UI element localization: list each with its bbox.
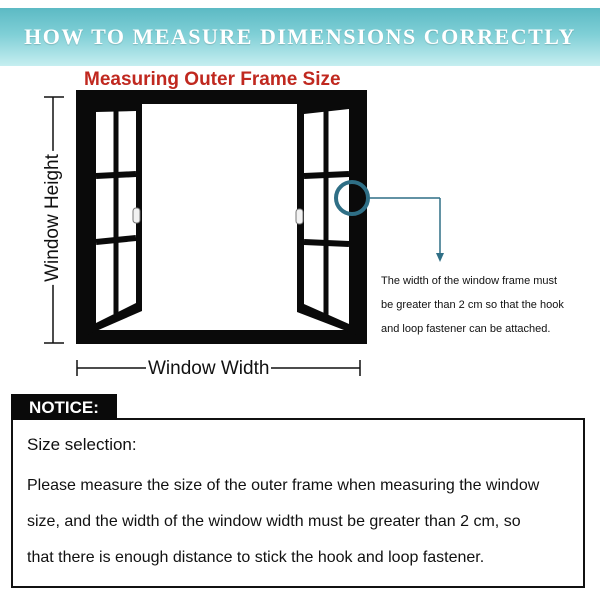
left-window-sash bbox=[87, 102, 142, 335]
header-title: HOW TO MEASURE DIMENSIONS CORRECTLY bbox=[24, 24, 576, 49]
right-window-sash bbox=[296, 98, 357, 335]
callout-line: The width of the window frame must bbox=[381, 275, 558, 287]
window-height-label: Window Height bbox=[42, 151, 64, 285]
left-window-handle bbox=[133, 208, 140, 223]
notice-tag bbox=[11, 394, 117, 420]
callout-arrow-icon bbox=[436, 253, 444, 262]
notice-box bbox=[11, 418, 585, 588]
notice-text-line: size, and the width of the window width must be greater than 2 cm, so bbox=[27, 513, 521, 530]
notice-text-line: Please measure the size of the outer frame when measuring the window bbox=[27, 477, 540, 494]
notice-text-line: that there is enough distance to stick the hook and loop fastener. bbox=[27, 549, 485, 566]
notice-label: NOTICE: bbox=[29, 398, 99, 417]
callout-line: and loop fastener can be attached. bbox=[381, 323, 551, 335]
notice-heading: Size selection: bbox=[27, 435, 137, 454]
diagram-title: Measuring Outer Frame Size bbox=[84, 69, 341, 90]
right-window-handle bbox=[296, 209, 303, 224]
callout-line: be greater than 2 cm so that the hook bbox=[381, 299, 564, 311]
window-width-label: Window Width bbox=[148, 358, 270, 379]
callout-text bbox=[381, 269, 596, 341]
